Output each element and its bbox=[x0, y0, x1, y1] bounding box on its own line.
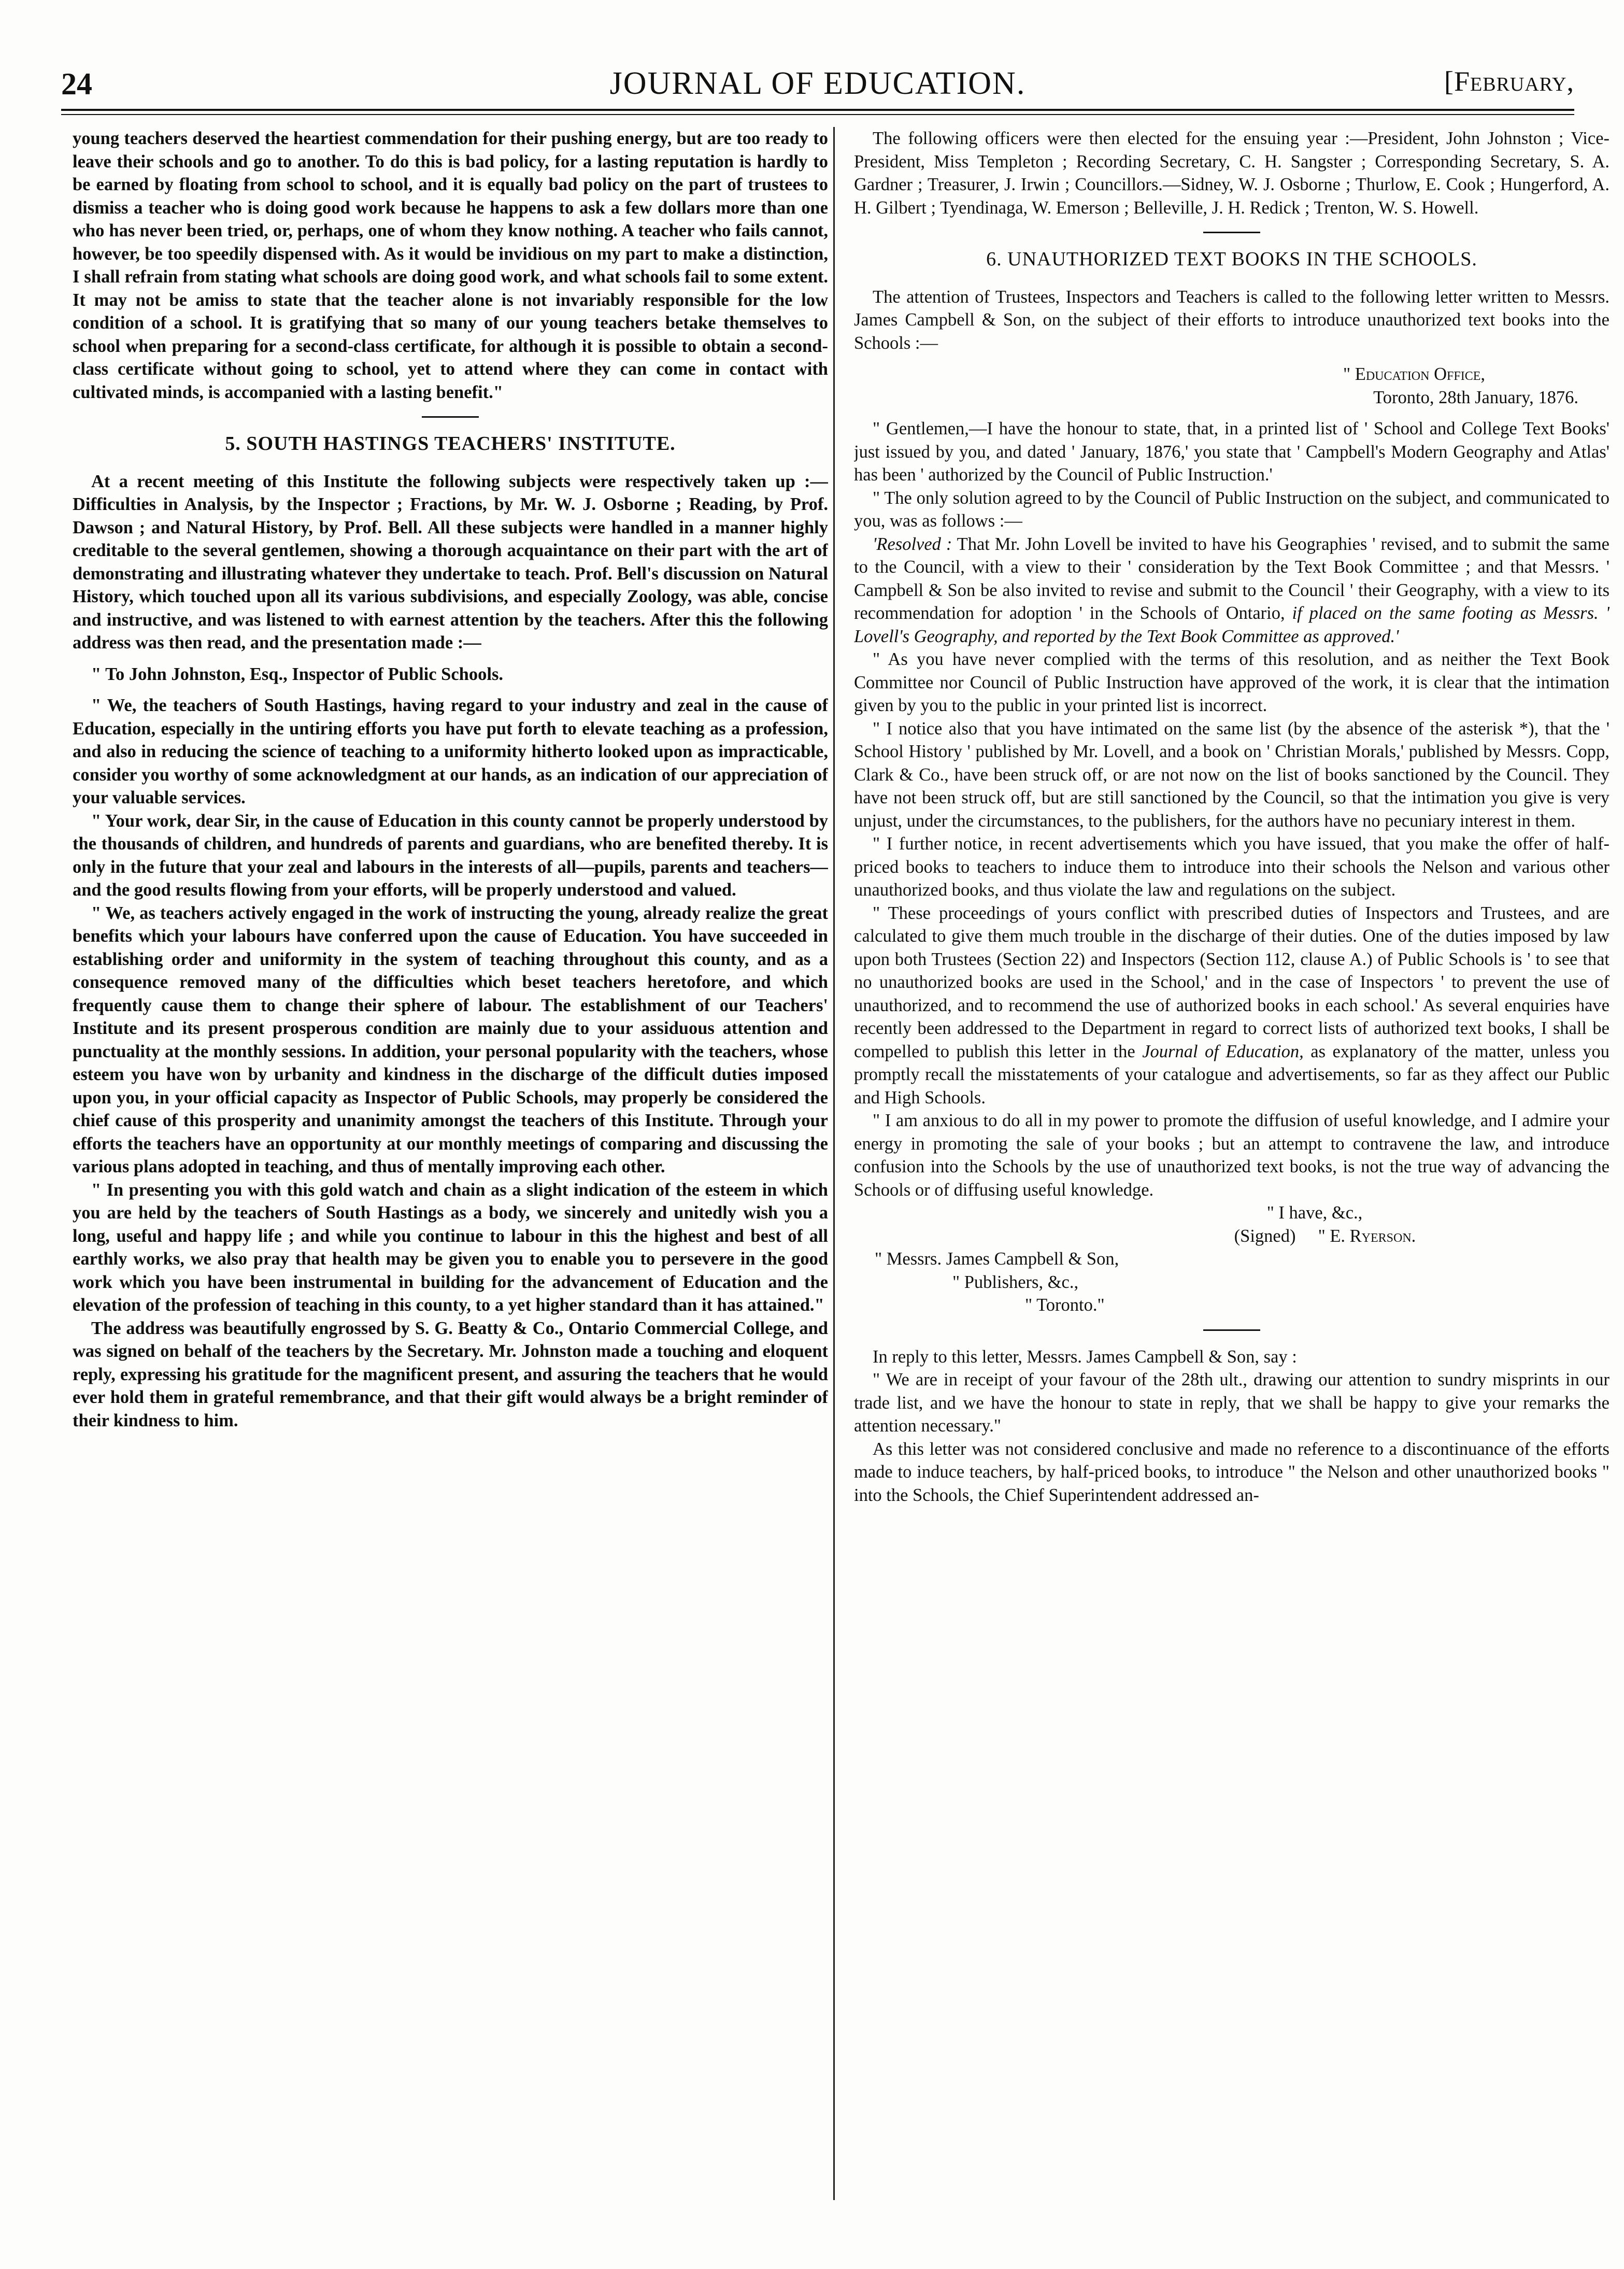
reply-quote: " We are in receipt of your favour of the 28th ult., drawing our attention to sundry misprints in our trade list, and we have the honour to state in reply, that we shall be happy to give your remarks the attention necessary." bbox=[854, 1370, 1609, 1436]
section-divider bbox=[1203, 232, 1260, 233]
address-line-1: " Messrs. James Campbell & Son, bbox=[875, 1249, 1119, 1269]
reply-intro: In reply to this letter, Messrs. James Campbell & Son, say : bbox=[873, 1346, 1297, 1367]
resolved-text: That Mr. John Lovell be invited to have his Geographies ' revised, and to submit the same to the Council, with a view to their ' consideration by the Text Book Committee ; and that Messrs. ' Campbell & Son be also invited to revise and submit to the Council ' their Geography, with a view to its recommendation for adoption ' in the Schools of Ontario, bbox=[854, 534, 1609, 623]
section5-heading: 5. SOUTH HASTINGS TEACHERS' INSTITUTE. bbox=[225, 433, 676, 455]
resolution bbox=[854, 533, 1609, 648]
signatory-name: " E. Ryerson. bbox=[1318, 1226, 1416, 1246]
letter-date: Toronto, 28th January, 1876. bbox=[1373, 387, 1578, 407]
sign-off: " I have, &c., bbox=[1266, 1203, 1363, 1223]
header-rule bbox=[61, 109, 1574, 111]
closing-paragraph: The address was beautifully engrossed by S. G. Beatty & Co., Ontario Commercial College, and was signed on behalf of the teachers by the Secretary. Mr. Johnston made a touching and eloquent reply, expressing his gratitude for the magnificent present, and assuring the teachers that he would ever hold them in grateful remembrance, and that their gift would always be a bright reminder of their kindness to him. bbox=[73, 1318, 828, 1430]
header-rule-thin bbox=[61, 114, 1574, 115]
officers-paragraph: The following officers were then elected for the ensuing year :—President, John Johnston ; Vice-President, Miss Templeton ; Recording Secretary, C. H. Sangster ; Corresponding Secretary, S. A. Gardner ; Treasurer, J. Irwin ; Councillors.—Sidney, W. J. Osborne ; Thurlow, E. Cook ; Hungerford, A. H. Gilbert ; Tyendinaga, W. Emerson ; Belleville, J. H. Redick ; Trenton, W. S. Howell. bbox=[854, 129, 1609, 218]
journal-title: JOURNAL OF EDUCATION. bbox=[609, 66, 1026, 101]
resolved-italic: if placed on the same footing as Messrs. ' Lovell's Geography, and reported by the Text Book Committee as approved.' bbox=[854, 603, 1609, 646]
address-paragraph-4: " In presenting you with this gold watch and chain as a slight indication of the esteem in which you are held by the teachers of South Hastings as a body, we sincerely and unitedly wish you a long, useful and happy life ; and while you continue to labour in this the highest and best of all earthly works, we also pray that health may be given you to enable you to persevere in the good work which you have been instrumental in building for the advancement of Education and the elevation of the profession of teaching in this county, to a yet higher standard than it has attained." bbox=[73, 1180, 828, 1315]
letter-paragraph-6: " These proceedings of yours conflict with prescribed duties of Inspectors and Trustees, and are calculated to give them much trouble in the discharge of their duties. One of the duties imposed by law upon both Trustees (Section 22) and Inspectors (Section 112, clause A.) of Public Schools is ' to see that no unauthorized books are used in the School,' and in the case of Inspectors ' to prevent the use of unauthorized, and to recommend the use of authorized books in each school.' As several enquiries have recently been addressed to the Department in regard to correct lists of authorized text books, I shall be compelled to publish this letter in the Journal of Education, as explanatory of the matter, unless you promptly recall the misstatements of your catalogue and advertisements, so far as they affect our Public and High Schools. bbox=[854, 903, 1609, 1108]
right-column bbox=[854, 127, 1609, 2231]
section5-paragraph: At a recent meeting of this Institute the following subjects were respectively taken up :—Difficulties in Analysis, by the Inspector ; Fractions, by Mr. W. J. Osborne ; Reading, by Prof. Dawson ; and Natural History, by Prof. Bell. All these subjects were handled in a manner highly creditable to the several gentlemen, showing a thorough acquaintance on their part with the art of demonstrating and illustrating whatever they undertake to teach. Prof. Bell's discussion on Natural History, which touched upon all its various subdivisions, and especially Zoology, was able, concise and instructive, and was listened to with earnest attention by the teachers. After this the following address was then read, and the presentation made :— bbox=[73, 471, 828, 653]
address-paragraph-2: " Your work, dear Sir, in the cause of Education in this county cannot be properly understood by the thousands of children, and hundreds of parents and guardians, who are benefited thereby. It is only in the future that your zeal and labours in the interests of all—pupils, parents and teachers—and the good results flowing from your efforts, will be properly understood and valued. bbox=[73, 811, 828, 900]
address-line-3: " Toronto." bbox=[1025, 1295, 1105, 1315]
journal-of-education-italic: Journal of Education, bbox=[1142, 1041, 1304, 1061]
letter-paragraph-7: " I am anxious to do all in my power to promote the diffusion of useful knowledge, and I admire your energy in promoting the sale of your books ; but an attempt to contravene the law, and introduce confusion into the Schools by the use of unauthorized text books, is not the true way of advancing the Schools or of diffusing useful knowledge. bbox=[854, 1111, 1609, 1200]
letter-office: " Education Office, bbox=[1343, 364, 1485, 384]
section-divider bbox=[1203, 1329, 1260, 1331]
signature-line bbox=[854, 1225, 1609, 1248]
letter-paragraph-4: " I notice also that you have intimated on the same list (by the absence of the asterisk *), that the ' School History ' published by Mr. Lovell, and a book on ' Christian Morals,' published by Messrs. Copp, Clark & Co., have been struck off, or are not now on the list of books sanctioned by the Council. They have not been struck off, but are still sanctioned by the Council, so that the intimation you give is very unjust, under the circumstances, to the publishers, for the authors have no pecuniary interest in them. bbox=[854, 718, 1609, 831]
section-divider bbox=[422, 416, 479, 418]
address-paragraph-3: " We, as teachers actively engaged in the work of instructing the young, already realize the great benefits which your labours have conferred upon the cause of Education. You have succeeded in establishing order and uniformity in the system of teaching throughout this county, and as a consequence removed many of the difficulties which beset teachers heretofore, and which frequently cause them to change their sphere of labour. The establishment of our Teachers' Institute and its present prosperous condition are mainly due to your assiduous attention and punctuality at the monthly sessions. In addition, your personal popularity with the teachers, whose esteem you have won by urbanity and kindness in the discharge of the difficult duties imposed upon you, in your official capacity as Inspector of Public Schools, may properly be considered the chief cause of this prosperity and unanimity amongst the teachers of this Institute. Through your efforts the teachers have an opportunity at our monthly meetings of comparing and discussing the various plans adopted in teaching, and thus of mentally improving each other. bbox=[73, 903, 828, 1176]
address-line-2: " Publishers, &c., bbox=[952, 1272, 1079, 1292]
letter-paragraph-5: " I further notice, in recent advertisements which you have issued, that you make the offer of half-priced books to teachers to induce them to introduce into their schools the Nelson and various other unauthorized books, and thus violate the law and regulations on the subject. bbox=[854, 834, 1609, 900]
letter-paragraph-3: " As you have never complied with the terms of this resolution, and as neither the Text Book Committee nor Council of Public Instruction have approved of the work, it is clear that the intimation given by you to the public in your printed list is incorrect. bbox=[854, 649, 1609, 715]
signed-label: (Signed) bbox=[1234, 1226, 1296, 1246]
page-number: 24 bbox=[61, 67, 92, 101]
left-column bbox=[73, 127, 828, 2231]
letter-paragraph-1: " Gentlemen,—I have the honour to state, that, in a printed list of ' School and College Text Books' just issued by you, and dated ' January, 1876,' you state that ' Campbell's Modern Geography and Atlas' has been ' authorized by the Council of Public Instruction.' bbox=[854, 419, 1609, 485]
address-paragraph-1: " We, the teachers of South Hastings, having regard to your industry and zeal in the cause of Education, especially in the untiring efforts you have put forth to elevate teaching as a profession, and also in reducing the science of teaching to a uniformity hitherto looked upon as impracticable, consider you worthy of some acknowledgment at our hands, as an indication of our appreciation of your valuable services. bbox=[73, 696, 828, 807]
final-paragraph: As this letter was not considered conclusive and made no reference to a discontinuance of the efforts made to induce teachers, by half-priced books, to introduce " the Nelson and other unauthorized books " into the Schools, the Chief Superintendent addressed an- bbox=[854, 1439, 1609, 1505]
page-header bbox=[61, 62, 1574, 109]
address-salutation: " To John Johnston, Esq., Inspector of Public Schools. bbox=[91, 664, 503, 684]
issue-month: [February, bbox=[1444, 66, 1574, 97]
section6-intro: The attention of Trustees, Inspectors and Teachers is called to the following letter written to Messrs. James Campbell & Son, on the subject of their efforts to introduce unauthorized text books into the Schools :— bbox=[854, 287, 1609, 353]
intro-paragraph: young teachers deserved the heartiest commendation for their pushing energy, but are too ready to leave their schools and go to another. To do this is bad policy, for a lasting reputation is hardly to be earned by floating from school to school, and it is equally bad policy on the part of trustees to dismiss a teacher who is doing good work because he happens to ask a few dollars more than one who has never been tried, or, perhaps, one of whom they know nothing. A teacher who fails cannot, however, be too speedily dispensed with. As it would be invidious on my part to make a distinction, I shall refrain from stating what schools are doing good work, and what schools fail to some extent. It may not be amiss to state that the teacher alone is not invariably responsible for the low condition of a school. It is gratifying that so many of our young teachers betake themselves to school when preparing for a second-class certificate, for although it is possible to obtain a second-class certificate without going to school, yet to attend where they can come in contact with cultivated minds, is accompanied with a lasting benefit." bbox=[73, 129, 828, 402]
column-divider bbox=[833, 127, 835, 2200]
section6-heading: 6. UNAUTHORIZED TEXT BOOKS IN THE SCHOOLS. bbox=[986, 248, 1477, 270]
resolved-label: 'Resolved : bbox=[873, 534, 952, 554]
letter-paragraph-2: " The only solution agreed to by the Council of Public Instruction on the subject, and communicated to you, was as follows :— bbox=[854, 488, 1609, 531]
